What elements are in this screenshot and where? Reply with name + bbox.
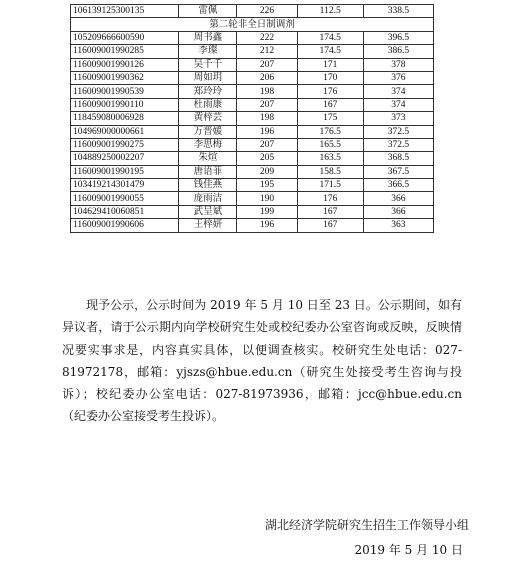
total-score-cell: 367.5	[363, 165, 433, 178]
preliminary-score-cell: 222	[237, 31, 297, 44]
issue-date: 2019 年 5 月 10 日	[354, 543, 463, 557]
total-score-cell: 376	[363, 71, 433, 84]
total-score-cell: 366	[363, 205, 433, 218]
candidate-id-cell: 104969000000661	[71, 125, 179, 138]
total-score-cell: 374	[363, 85, 433, 98]
candidate-name-cell: 杜雨康	[179, 98, 237, 111]
table-row	[71, 138, 434, 151]
issuer-signature: 湖北经济学院研究生招生工作领导小组	[264, 518, 469, 532]
candidate-name-cell: 万晋媛	[179, 125, 237, 138]
retest-score-cell: 176	[297, 85, 363, 98]
total-score-cell: 366.5	[363, 179, 433, 192]
table-row	[71, 71, 434, 84]
candidate-name-cell: 郑玲玲	[179, 85, 237, 98]
candidate-name-cell: 武呈斌	[179, 205, 237, 218]
candidate-id-cell: 105209666600590	[71, 31, 179, 44]
candidate-id-cell: 116009001990055	[71, 192, 179, 205]
candidate-name-cell: 黄梓芸	[179, 112, 237, 125]
preliminary-score-cell: 212	[237, 45, 297, 58]
table-section-row	[71, 18, 434, 31]
preliminary-score-cell: 207	[237, 138, 297, 151]
total-score-cell: 372.5	[363, 125, 433, 138]
total-score-cell: 363	[363, 219, 433, 232]
total-score-cell: 373	[363, 112, 433, 125]
retest-score-cell: 175	[297, 112, 363, 125]
total-score-cell: 338.5	[363, 5, 433, 18]
admission-table-body	[71, 5, 434, 233]
preliminary-score-cell: 190	[237, 192, 297, 205]
preliminary-score-cell: 198	[237, 85, 297, 98]
retest-score-cell: 167	[297, 219, 363, 232]
preliminary-score-cell: 196	[237, 125, 297, 138]
table-row	[71, 5, 434, 18]
table-row	[71, 192, 434, 205]
total-score-cell: 366	[363, 192, 433, 205]
retest-score-cell: 174.5	[297, 45, 363, 58]
retest-score-cell: 171	[297, 58, 363, 71]
candidate-id-cell: 116009001990195	[71, 165, 179, 178]
candidate-id-cell: 116009001990285	[71, 45, 179, 58]
candidate-id-cell: 106139125300135	[71, 5, 179, 18]
total-score-cell: 368.5	[363, 152, 433, 165]
retest-score-cell: 176.5	[297, 125, 363, 138]
candidate-name-cell: 王梓妍	[179, 219, 237, 232]
candidate-id-cell: 116009001990126	[71, 58, 179, 71]
total-score-cell: 378	[363, 58, 433, 71]
candidate-id-cell: 103419214301479	[71, 179, 179, 192]
retest-score-cell: 112.5	[297, 5, 363, 18]
total-score-cell: 386.5	[363, 45, 433, 58]
preliminary-score-cell: 196	[237, 219, 297, 232]
table-row	[71, 152, 434, 165]
candidate-id-cell: 116009001990275	[71, 138, 179, 151]
candidate-id-cell: 116009001990362	[71, 71, 179, 84]
table-row	[71, 58, 434, 71]
retest-score-cell: 165.5	[297, 138, 363, 151]
candidate-name-cell: 雷佩	[179, 5, 237, 18]
preliminary-score-cell: 206	[237, 71, 297, 84]
retest-score-cell: 163.5	[297, 152, 363, 165]
preliminary-score-cell: 207	[237, 58, 297, 71]
retest-score-cell: 158.5	[297, 165, 363, 178]
candidate-id-cell: 118459080006928	[71, 112, 179, 125]
retest-score-cell: 171.5	[297, 179, 363, 192]
candidate-name-cell: 周如玥	[179, 71, 237, 84]
candidate-name-cell: 庞雨洁	[179, 192, 237, 205]
table-row	[71, 165, 434, 178]
total-score-cell: 374	[363, 98, 433, 111]
announcement-text	[62, 294, 462, 428]
admission-table	[70, 4, 434, 233]
preliminary-score-cell: 207	[237, 98, 297, 111]
total-score-cell: 396.5	[363, 31, 433, 44]
table-row	[71, 98, 434, 111]
candidate-name-cell: 吴千千	[179, 58, 237, 71]
retest-score-cell: 176	[297, 192, 363, 205]
table-row	[71, 179, 434, 192]
preliminary-score-cell: 199	[237, 205, 297, 218]
retest-score-cell: 167	[297, 98, 363, 111]
retest-score-cell: 174.5	[297, 31, 363, 44]
table-row	[71, 125, 434, 138]
table-row	[71, 45, 434, 58]
candidate-name-cell: 李璨	[179, 45, 237, 58]
candidate-id-cell: 116009001990606	[71, 219, 179, 232]
candidate-name-cell: 周书鑫	[179, 31, 237, 44]
preliminary-score-cell: 205	[237, 152, 297, 165]
section-label: 第二轮非全日制调剂	[71, 18, 434, 31]
retest-score-cell: 167	[297, 205, 363, 218]
candidate-id-cell: 104889250002207	[71, 152, 179, 165]
candidate-name-cell: 朱煊	[179, 152, 237, 165]
table-row	[71, 31, 434, 44]
announcement-body: 现予公示，公示时间为 2019 年 5 月 10 日至 23 日。公示期间，如有异议者，请于公示期内向学校研究生处或校纪委办公室咨询或反映，反映情况要实事求是，内容真实具体，以便调查核实。校研究生处电话：027-81972178，邮箱：yjszs@hbue.edu.cn（研究生处接受考生咨询与投诉）；校纪委办公室电话：027-81973936，邮箱：jcc@hbue.edu.cn（纪委办公室接受考生投诉）。	[62, 298, 462, 424]
table-row	[71, 112, 434, 125]
retest-score-cell: 170	[297, 71, 363, 84]
total-score-cell: 372.5	[363, 138, 433, 151]
preliminary-score-cell: 198	[237, 112, 297, 125]
candidate-id-cell: 116009001990110	[71, 98, 179, 111]
candidate-id-cell: 116009001990539	[71, 85, 179, 98]
candidate-id-cell: 104629410060851	[71, 205, 179, 218]
table-row	[71, 219, 434, 232]
preliminary-score-cell: 195	[237, 179, 297, 192]
preliminary-score-cell: 226	[237, 5, 297, 18]
candidate-name-cell: 钱佳燕	[179, 179, 237, 192]
candidate-name-cell: 李思梅	[179, 138, 237, 151]
candidate-name-cell: 唐语菲	[179, 165, 237, 178]
preliminary-score-cell: 209	[237, 165, 297, 178]
table-row	[71, 85, 434, 98]
table-row	[71, 205, 434, 218]
